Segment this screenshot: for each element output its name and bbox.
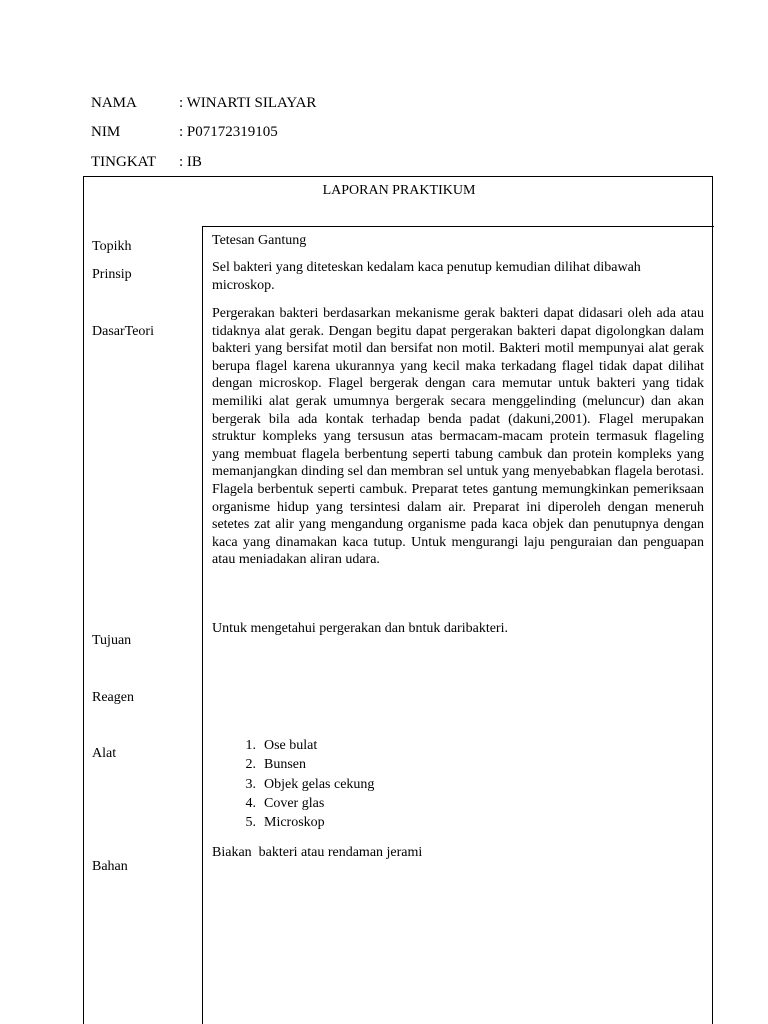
list-item (212, 736, 374, 755)
list-item (212, 755, 374, 774)
list-item (212, 775, 374, 794)
prinsip-text: Sel bakteri yang diteteskan kedalam kaca penutup kemudian dilihat dibawah microskop. (212, 260, 641, 293)
list-item-number: 1. (245, 738, 256, 753)
alat-list (212, 736, 374, 832)
tingkat-value: : IB (179, 154, 202, 170)
list-item-text: Bunsen (264, 757, 306, 773)
name-value: : WINARTI SILAYAR (179, 95, 317, 111)
list-item-text: Objek gelas cekung (264, 776, 375, 792)
alat-label: Alat (92, 746, 117, 761)
list-item-number: 5. (245, 815, 256, 831)
dasar-teori-text: Pergerakan bakteri berdasarkan mekanisme gerak bakteri dapat didasari oleh ada atau tidaknya alat gerak. Dengan begitu dapat pergerakan bakteri dapat digolongkan dalam bakteri yang bersifat motil dan bersifat non motil. Bakteri motil mempunyai alat gerak berupa flagel karena ukurannya yang kecil maka terkadang flagel tidak dapat dilihat dengan microskop. Flagel bergerak dengan cara memutar untuk bakteri yang tidak memiliki alat gerak umumnya bergerak secara menggelinding (meluncur) dan akan bergerak bila ada kontak terhadap benda padat (dakuni,2001). Flagel merupakan struktur kompleks yang tersusun atas bermacam-macam protein termasuk flageling yang membuat flagela berbentung seperti tabung cambuk dan protein kompleks yang memanjangkan dinding sel dan membran sel untuk yang menyebabkan flagela berotasi. Flagela berbentuk seperti cambuk. Preparat tetes gantung memungkinkan pemeriksaan organisme hidup yang tersintesi dalam air. Preparat ini diperoleh dengan meneruh setetes zat alir yang mengandung organisme pada kaca objek dan penutupnya dengan kaca yang dinamakan kaca tutup. Untuk mengurangi laju penguraian dan penguapan atau meniadakan aliran udara. (212, 306, 704, 568)
list-item (212, 794, 374, 813)
name-label: NAMA (91, 95, 137, 111)
nim-value: : P07172319105 (179, 124, 278, 140)
topik-text: Tetesan Gantung (212, 233, 307, 248)
topik-label: Topikh (92, 239, 132, 254)
bahan-label: Bahan (92, 859, 128, 874)
list-item-number: 2. (245, 757, 256, 773)
reagen-label: Reagen (92, 690, 134, 705)
list-item-number: 3. (245, 776, 256, 792)
nim-label: NIM (91, 124, 121, 140)
list-item-text: Microskop (264, 815, 325, 831)
tingkat-label: TINGKAT (91, 154, 156, 170)
list-item-number: 4. (245, 795, 256, 811)
list-item-text: Cover glas (264, 795, 325, 811)
dasar-teori-label: DasarTeori (92, 324, 154, 339)
report-title: LAPORAN PRAKTIKUM (322, 183, 476, 198)
list-item (212, 813, 374, 832)
tujuan-label: Tujuan (92, 633, 132, 648)
prinsip-label: Prinsip (92, 267, 132, 282)
list-item-text: Ose bulat (264, 738, 318, 753)
tujuan-text: Untuk mengetahui pergerakan dan bntuk daribakteri. (212, 621, 508, 636)
bahan-text: Biakan bakteri atau rendaman jerami (212, 845, 423, 860)
